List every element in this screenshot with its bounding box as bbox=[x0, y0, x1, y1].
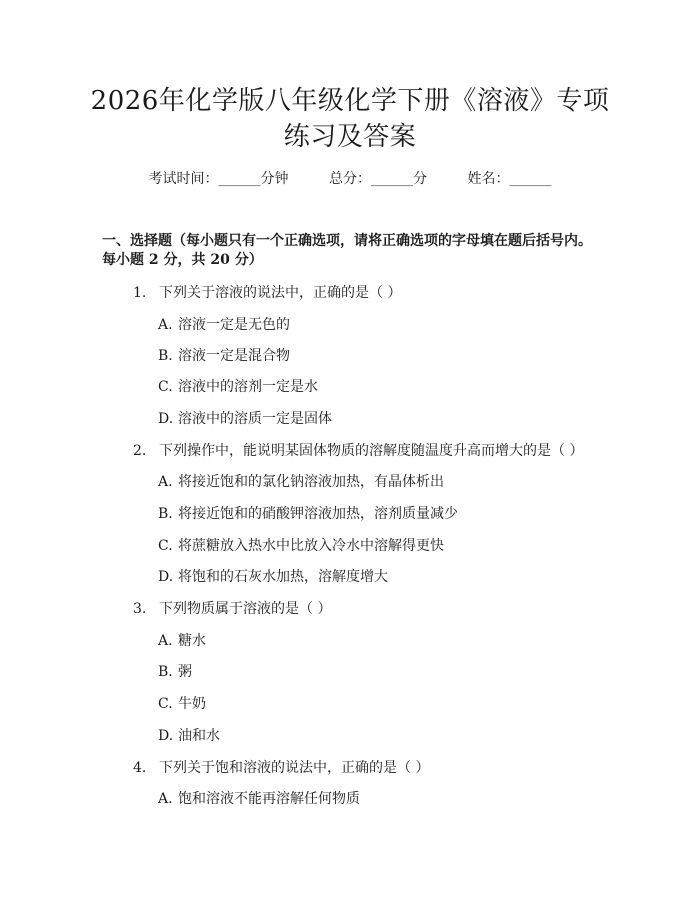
exam-time-field: 考试时间：______分钟 bbox=[148, 171, 289, 187]
option-label: B. bbox=[158, 506, 173, 522]
option-label: A. bbox=[158, 633, 173, 649]
option-text: 将蔗糖放入热水中比放入冷水中溶解得更快 bbox=[178, 538, 444, 554]
option-text: 溶液中的溶质一定是固体 bbox=[178, 411, 332, 427]
question-text: 下列操作中，能说明某固体物质的溶解度随温度升高而增大的是（ ） bbox=[159, 443, 584, 459]
question-text: 下列物质属于溶液的是（ ） bbox=[159, 601, 332, 617]
option-label: A. bbox=[158, 317, 173, 333]
option-text: 牛奶 bbox=[178, 696, 206, 712]
section-header-line2: 每小题 2 分，共 20 分） bbox=[102, 252, 263, 268]
option-label: B. bbox=[158, 348, 173, 364]
question-number: 2. bbox=[133, 443, 147, 459]
exam-info bbox=[0, 170, 700, 188]
option-text: 油和水 bbox=[178, 728, 220, 744]
question-number: 1. bbox=[133, 285, 147, 301]
option-text: 将饱和的石灰水加热，溶解度增大 bbox=[178, 569, 388, 585]
option-text: 饱和溶液不能再溶解任何物质 bbox=[178, 791, 360, 807]
question-text: 下列关于饱和溶液的说法中，正确的是（ ） bbox=[159, 760, 430, 776]
option-label: C. bbox=[158, 538, 173, 554]
question-number: 3. bbox=[133, 601, 147, 617]
option-label: A. bbox=[158, 474, 173, 490]
option-text: 溶液一定是无色的 bbox=[178, 317, 290, 333]
exam-score-field: 总分：______分 bbox=[329, 171, 427, 187]
option-text: 溶液中的溶剂一定是水 bbox=[178, 379, 318, 395]
option-label: D. bbox=[158, 728, 174, 744]
document-title-line1: 2026年化学版八年级化学下册《溶液》专项 bbox=[90, 86, 610, 116]
exam-name-field: 姓名：______ bbox=[467, 171, 552, 187]
option-label: C. bbox=[158, 696, 173, 712]
option-label: C. bbox=[158, 379, 173, 395]
document-title-line2: 练习及答案 bbox=[283, 122, 417, 152]
option-label: A. bbox=[158, 791, 173, 807]
option-label: D. bbox=[158, 569, 174, 585]
option-label: B. bbox=[158, 664, 173, 680]
option-text: 糖水 bbox=[178, 633, 206, 649]
option-text: 将接近饱和的硝酸钾溶液加热，溶剂质量减少 bbox=[178, 506, 458, 522]
section-header-line1: 一、选择题（每小题只有一个正确选项，请将正确选项的字母填在题后括号内。 bbox=[102, 233, 592, 249]
option-text: 粥 bbox=[178, 664, 192, 680]
option-text: 将接近饱和的氯化钠溶液加热，有晶体析出 bbox=[178, 474, 444, 490]
question-number: 4. bbox=[133, 760, 147, 776]
question-text: 下列关于溶液的说法中，正确的是（ ） bbox=[159, 285, 402, 301]
option-label: D. bbox=[158, 411, 174, 427]
option-text: 溶液一定是混合物 bbox=[178, 348, 290, 364]
